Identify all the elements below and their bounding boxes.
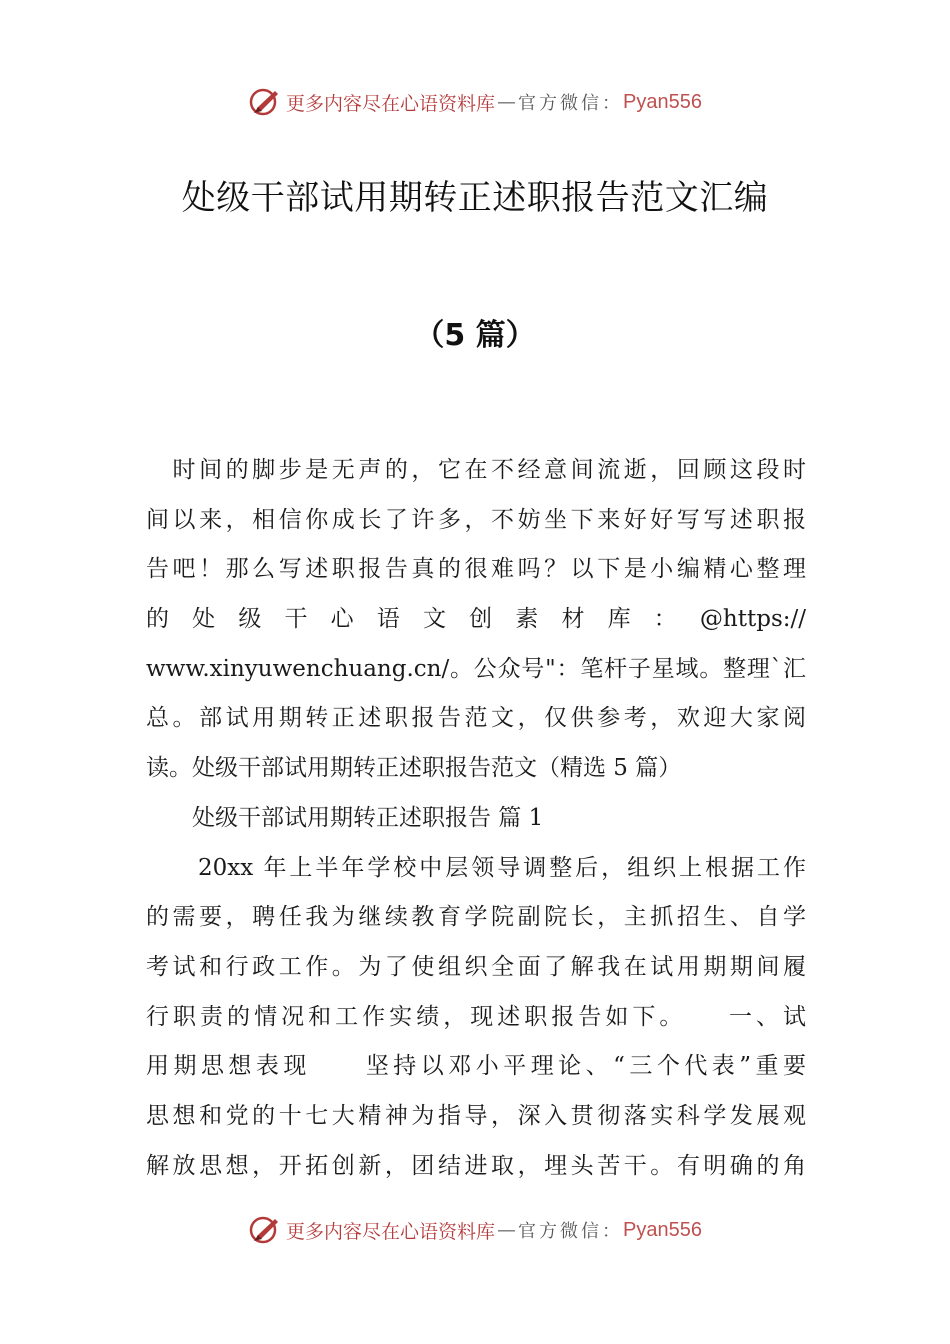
banner-dash: —: [497, 91, 517, 113]
banner-dash: —: [497, 1219, 517, 1241]
body-line: 解放思想，开拓创新，团结进取，埋头苦干。有明确的角: [146, 1152, 806, 1179]
body-line: 用期思想表现 坚持以邓小平理论、“三个代表”重要: [146, 1053, 806, 1080]
banner-wechat-id: Pyan556: [623, 1218, 702, 1241]
body-line: www.xinyuwenchuang.cn/。公众号"：笔杆子星域。整理`汇: [146, 655, 806, 682]
banner-text: 更多内容尽在心语资料库: [286, 1220, 496, 1243]
section-heading: 处级干部试用期转正述职报告 篇 1: [146, 804, 544, 831]
footer-watermark-banner: [0, 1210, 950, 1250]
body-line: 的需要，聘任我为继续教育学院副院长，主抓招生、自学: [146, 904, 806, 931]
body-line: 考试和行政工作。为了使组织全面了解我在试用期期间履: [146, 953, 806, 980]
body-line: 间以来，相信你成长了许多，不妨坐下来好好写写述职报: [146, 506, 806, 533]
body-line: 总。部试用期转正述职报告范文，仅供参考，欢迎大家阅: [146, 705, 806, 732]
banner-text: 更多内容尽在心语资料库: [286, 92, 496, 115]
document-subtitle: （5 篇）: [414, 318, 536, 353]
banner-label: 官方微信：: [518, 93, 624, 114]
pen-logo-icon: [248, 1213, 282, 1247]
body-line: 读。处级干部试用期转正述职报告范文（精选 5 篇）: [146, 755, 682, 782]
banner-wechat-id: Pyan556: [623, 90, 702, 113]
body-line: 时间的脚步是无声的，它在不经意间流逝，回顾这段时: [146, 457, 806, 483]
body-line: 行职责的情况和工作实绩，现述职报告如下。 一、试: [146, 1003, 806, 1030]
header-watermark-banner: [0, 82, 950, 122]
body-line: 思想和党的十七大精神为指导，深入贯彻落实科学发展观: [146, 1102, 806, 1129]
body-line: 的处级干心语文创素材库：@https://: [146, 606, 806, 633]
document-title: 处级干部试用期转正述职报告范文汇编: [181, 178, 769, 218]
body-line: 告吧！那么写述职报告真的很难吗？以下是小编精心整理: [146, 556, 806, 583]
document-body: [146, 446, 806, 1191]
pen-logo-icon: [248, 85, 282, 119]
body-line: 20xx 年上半年学校中层领导调整后，组织上根据工作: [146, 854, 806, 881]
banner-label: 官方微信：: [518, 1221, 624, 1242]
